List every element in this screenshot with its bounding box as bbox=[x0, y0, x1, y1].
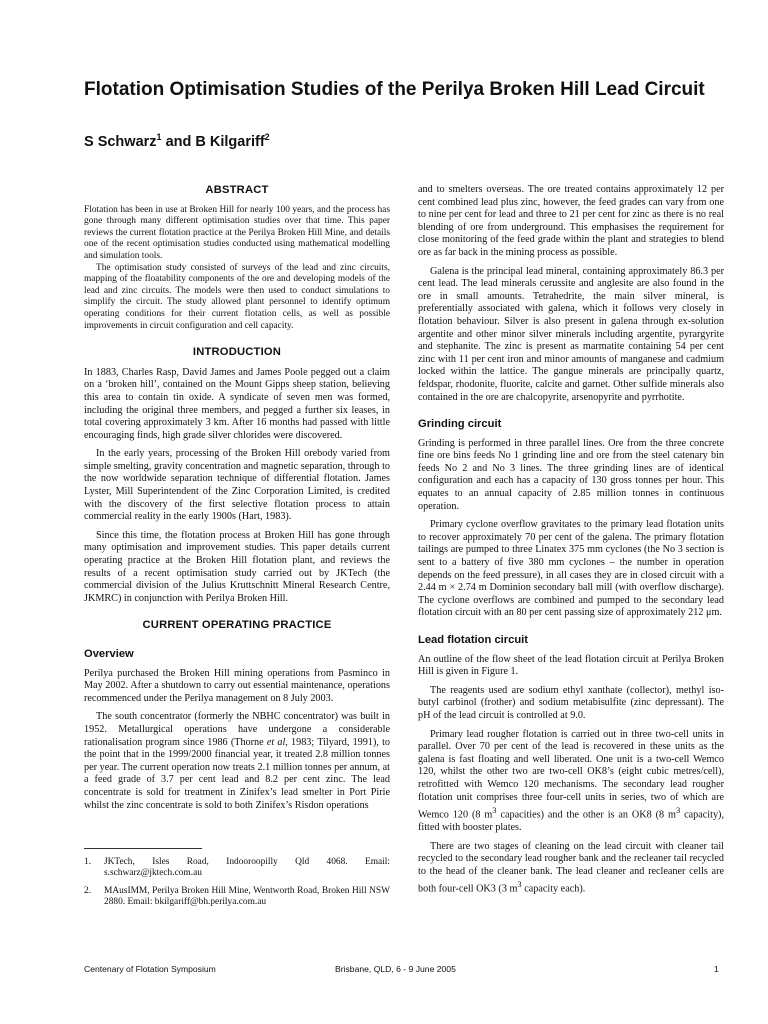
overview-paragraph-2-text-b: , 1983; Tilyard, 1991), to the point that in the 1999/2000 financial year, it treated 2.8 million tonnes per year. The current operation now treats 2.1 million tonnes per annum, at a feed grade of 3.7 per cent lead and 8.2 per cent zinc. The lead concentrate is sold for treatment in Zinifex’s lead smelter in Port Pirie whilst the zinc concentrate is sold to both Zinifex’s Risdon operations bbox=[84, 736, 391, 811]
overview-paragraph-2-italic: et al bbox=[266, 736, 286, 748]
overview-heading: Overview bbox=[84, 648, 134, 660]
lead-flotation-heading: Lead flotation circuit bbox=[418, 634, 529, 646]
author-1: S Schwarz bbox=[84, 134, 157, 150]
introduction-paragraph-1: In 1883, Charles Rasp, David James and James Poole pegged out a claim on a ‘broken hill’, contained on the Mount Gipps sheep station, believing this area to contain tin oxide. A syndicate of seven men was formed, including the original three members, and pegged a further six leases, in total covering approximately 3 km. After 16 months had passed with little encouraging finds, high grade silver chlorides were discovered. bbox=[84, 366, 390, 441]
author-conjunction: and bbox=[165, 134, 192, 150]
lead-paragraph-3-text-b: capacities) and the other is an OK8 (8 m bbox=[496, 809, 676, 821]
footnote-text: JKTech, Isles Road, Indooroopilly Qld 4068. Email: s.schwarz@jktech.com.au bbox=[104, 857, 390, 879]
introduction-paragraph-3: Since this time, the flotation process at Broken Hill has gone through many optimisation and improvement studies. This paper details current operating practice at the Broken Hill flotation plant, and reviews the results of a recent optimisation study carried out by JKTech (the commercial division of the Julius Kruttschnitt Mineral Research Centre, JKMRC) in conjunction with Perilya Broken Hill. bbox=[84, 529, 390, 604]
right-column bbox=[418, 184, 724, 902]
abstract-heading: ABSTRACT bbox=[205, 184, 269, 196]
abstract-section bbox=[84, 205, 390, 333]
introduction-paragraph-2: In the early years, processing of the Broken Hill orebody varied from simple smelting, gravity concentration and magnetic separation, through to the now worldwide separation technique of differential flotation. James Lyster, Mill Superintendent of the Zinc Corporation Limited, is credited with the discovery of the first selective flotation process to attain commercial reality in the early 1900s (Hart, 1983). bbox=[84, 448, 390, 523]
footer-location-date: Brisbane, QLD, 6 - 9 June 2005 bbox=[335, 964, 456, 974]
footer-symposium: Centenary of Flotation Symposium bbox=[84, 964, 216, 974]
footnotes bbox=[84, 857, 390, 915]
affiliation-marker-2: 2 bbox=[264, 132, 270, 142]
page-number: 1 bbox=[714, 964, 719, 974]
overview-paragraph-2-text-a: The south concentrator (formerly the NBHC concentrator) was built in 1952. Metallurgical operations have undergone a considerable rationalisation program since 1986 (Thorne bbox=[84, 711, 390, 748]
footnote-number: 1. bbox=[84, 857, 92, 867]
cubic-superscript: 3 bbox=[517, 879, 522, 890]
introduction-heading: INTRODUCTION bbox=[192, 346, 282, 359]
left-column bbox=[84, 184, 390, 818]
footnote-rule bbox=[84, 848, 202, 849]
overview-paragraph-2 bbox=[84, 711, 390, 812]
galena-paragraph: Galena is the principal lead mineral, containing approximately 86.3 per cent lead. The lead minerals cerussite and anglesite are also found in the ore in small amounts. Tetrahedrite, the main silver mineral, is preferentially associated with galena, which it follows very closely in flotation behaviour. Silver is also present in galena through ex-solution argentite and other minor silver minerals including argentite, pyrargyrite and stephanite. The zinc is present as marmatite containing 54 per cent zinc with 11 per cent iron and minor amounts of manganese and cadmium locked within the lattice. The gangue minerals are principally quartz, feldspar, rhodonite, fluorite, calcite and garnet. Other sulfide minerals also contained in the ore are chalcopyrite, arsenopyrite and pyrrhotite. bbox=[418, 265, 724, 403]
cubic-superscript: 3 bbox=[492, 805, 497, 816]
lead-paragraph-4-text-a: There are two stages of cleaning on the lead circuit with cleaner tail recycled to the secondary lead rougher bank and the recleaner tail recycled to the head of the cleaner bank. The lead cleaner and recleaner cells are both four-cell OK3 (3 m bbox=[418, 840, 724, 895]
author-line bbox=[84, 134, 270, 150]
footnote-text: MAusIMM, Perilya Broken Hill Mine, Wentworth Road, Broken Hill NSW 2880. Email: bkilgariff@bh.perilya.com.au bbox=[104, 885, 390, 908]
footnote-number: 2. bbox=[84, 885, 92, 896]
current-practice-heading: CURRENT OPERATING PRACTICE bbox=[142, 619, 332, 632]
footnote-1 bbox=[84, 857, 390, 880]
lead-paragraph-3-text-a: Primary lead rougher flotation is carried out in three two-cell units in parallel. Over 70 per cent of the lead is recovered in these units as the galena is fast floating and well liberated. One unit is a two-cell Wemco 120, whilst the other two are two-cell OK8’s (eight cubic metres/cell), retrofitted with Wemco 120 mechanisms. The secondary lead rougher flotation unit comprises three four-cell units in series, two of which are Wemco 120 (8 m bbox=[418, 728, 724, 821]
grinding-paragraph-2: Primary cyclone overflow gravitates to the primary lead flotation units to recover approximately 70 per cent of the galena. The primary flotation tailings are pumped to three Linatex 375 mm cyclones (the No 3 section is sent to a battery of five 380 mm cyclones – the number in operation depends on the feed pressure), in all cases they are in closed circuit with a 2.44 m × 2.74 m Dominion secondary ball mill (with overflow discharge). The cyclone overflows are combined and pumped to the secondary lead flotation circuit with an 80 per cent passing size of approximately 212 μm. bbox=[418, 519, 724, 619]
cubic-superscript: 3 bbox=[675, 805, 681, 816]
affiliation-marker-1: 1 bbox=[156, 132, 162, 142]
author-2: B Kilgariff bbox=[195, 134, 265, 150]
lead-paragraph-3 bbox=[418, 729, 724, 835]
lead-paragraph-4-text-b: capacity each). bbox=[521, 883, 586, 895]
footnote-2 bbox=[84, 886, 390, 909]
grinding-circuit-heading: Grinding circuit bbox=[418, 418, 502, 431]
lead-paragraph-3-text-c: capacity), fitted with booster plates. bbox=[418, 809, 724, 834]
lead-paragraph-4 bbox=[418, 841, 724, 897]
abstract-paragraph-2: The optimisation study consisted of surveys of the lead and zinc circuits, mapping of the floatability components of the ore and developing models of the lead and zinc circuits. The models were then used to conduct simulations to simplify the circuit. The study allowed plant personnel to identify optimum operating conditions for their current flotation cells, as well as possible improvements in circuit configuration and cell capacity. bbox=[84, 262, 390, 331]
paper-title: Flotation Optimisation Studies of the Perilya Broken Hill Lead Circuit bbox=[84, 79, 705, 100]
lead-paragraph-2: The reagents used are sodium ethyl xanthate (collector), methyl iso-butyl carbinol (frother) and sodium metabisulfite (zinc depressant). The pH of the lead circuit is controlled at 9.0. bbox=[418, 684, 724, 721]
abstract-paragraph-1: Flotation has been in use at Broken Hill for nearly 100 years, and the process has gone through many different optimisation studies over that time. This paper reviews the current flotation practice at the Perilya Broken Hill Mine, and details one of the recent optimisation studies conducted using mathematical modelling and simulation tools. bbox=[84, 204, 390, 261]
lead-paragraph-1: An outline of the flow sheet of the lead flotation circuit at Perilya Broken Hill is given in Figure 1. bbox=[418, 653, 724, 678]
overview-paragraph-1: Perilya purchased the Broken Hill mining operations from Pasminco in May 2002. After a shutdown to carry out essential maintenance, operations recommenced under the Perilya management on 8 July 2003. bbox=[84, 667, 390, 704]
grinding-paragraph-1: Grinding is performed in three parallel lines. Ore from the three concrete fine ore bins feeds No 1 grinding line and ore from the steel catenary bin feeds No 2 and No 3 lines. The three grinding lines are of identical configuration and each has a capacity of 130 gross tonnes per hour. This equates to an annual capacity of 2.85 million tonnes in continuous operation. bbox=[418, 437, 724, 512]
continued-paragraph: and to smelters overseas. The ore treated contains approximately 12 per cent combined lead plus zinc, however, the feed grades can vary from one to nine per cent for lead and three to 21 per cent for zinc as there is no real blending of ore from underground. This emphasises the requirement for close monitoring of the feed grade within the plant and strategies to blend ore as far back in the mining process as possible. bbox=[418, 184, 724, 258]
